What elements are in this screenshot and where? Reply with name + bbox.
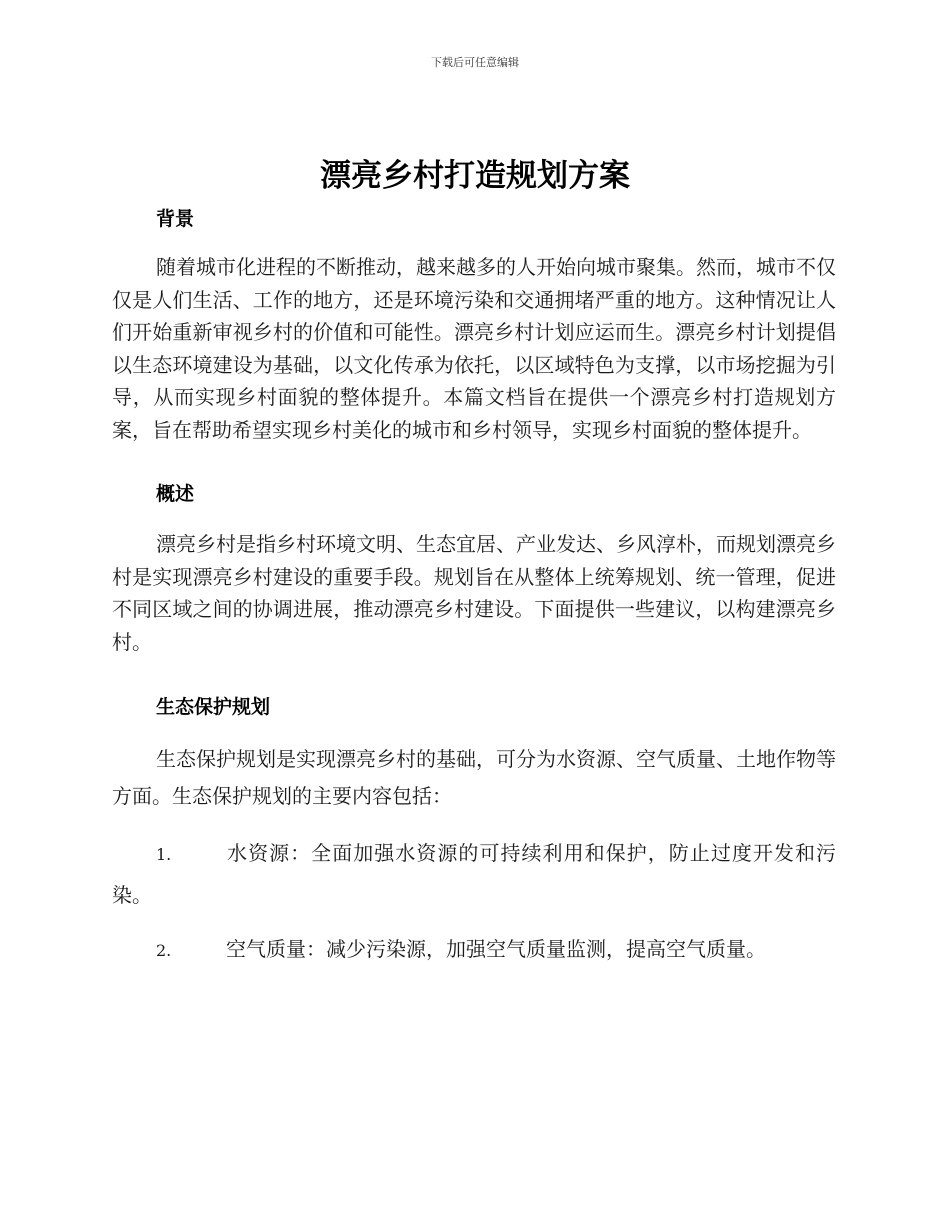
section-heading-eco-protection: 生态保护规划 [156, 696, 271, 718]
list-item-number: 1. [156, 845, 172, 864]
list-item [112, 833, 836, 915]
header-note: 下载后可任意编辑 [431, 56, 519, 69]
paragraph-eco-protection: 生态保护规划是实现漂亮乡村的基础，可分为水资源、空气质量、土地作物等方面。生态保护规划的主要内容包括： [112, 747, 836, 808]
list-item-number: 2. [156, 941, 172, 960]
list-item-text: 空气质量：减少污染源，加强空气质量监测，提高空气质量。 [226, 937, 766, 961]
section-heading-overview: 概述 [156, 483, 195, 505]
document-body [112, 204, 836, 971]
list-item-text: 水资源：全面加强水资源的可持续利用和保护，防止过度开发和污染。 [112, 841, 836, 907]
paragraph-overview: 漂亮乡村是指乡村环境文明、生态宜居、产业发达、乡风淳朴，而规划漂亮乡村是实现漂亮乡村建设的重要手段。规划旨在从整体上统筹规划、统一管理，促进不同区域之间的协调进展，推动漂亮乡村建设。下面提供一些建议，以构建漂亮乡村。 [112, 532, 836, 654]
list-item [112, 929, 836, 971]
paragraph-background: 随着城市化进程的不断推动，越来越多的人开始向城市聚集。然而，城市不仅仅是人们生活、工作的地方，还是环境污染和交通拥堵严重的地方。这种情况让人们开始重新审视乡村的价值和可能性。漂亮乡村计划应运而生。漂亮乡村计划提倡以生态环境建设为基础，以文化传承为依托，以区域特色为支撑，以市场挖掘为引导，从而实现乡村面貌的整体提升。本篇文档旨在提供一个漂亮乡村打造规划方案，旨在帮助希望实现乡村美化的城市和乡村领导，实现乡村面貌的整体提升。 [112, 255, 836, 442]
section-heading-background: 背景 [156, 208, 195, 230]
document-title: 漂亮乡村打造规划方案 [320, 158, 630, 194]
